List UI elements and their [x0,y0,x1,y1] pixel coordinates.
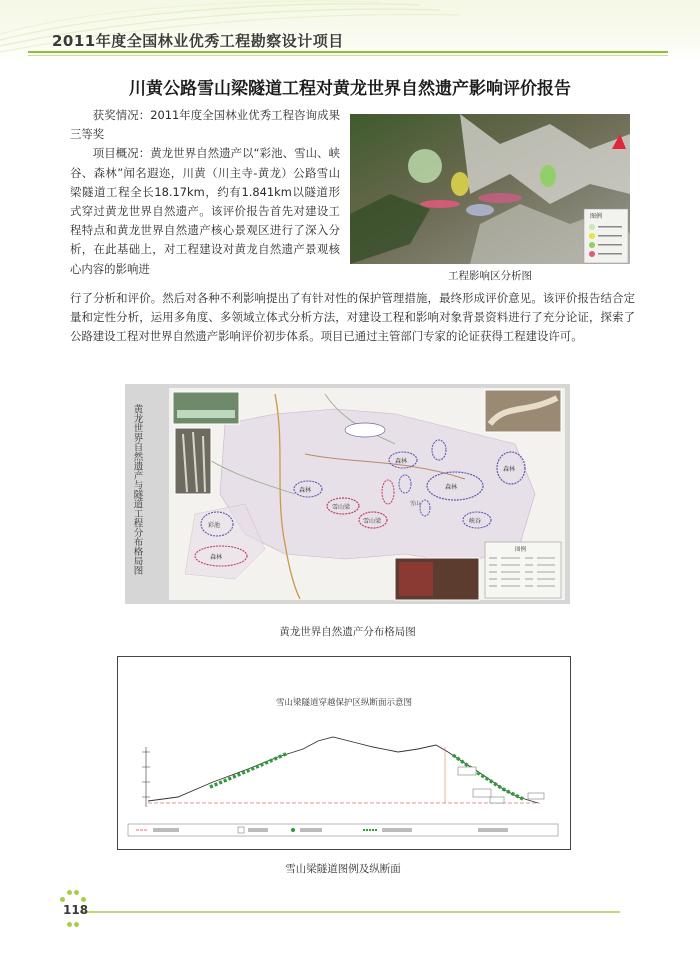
map-label: 森林 [445,484,458,491]
distribution-map-image [125,384,570,604]
impact-map-legend-title: 图例 [590,213,603,220]
intro-column [70,106,340,279]
page-number: 118 [63,903,89,917]
tunnel-profile-caption: 雪山梁隧道图例及纵断面 [285,863,401,875]
map-label: 雪山梁 [332,504,351,511]
footer-rule [80,911,620,913]
map-label: 雪山 [410,501,421,507]
map-label: 森林 [299,487,312,494]
header-rule-thin [28,55,668,56]
overview-continued-paragraph: 行了分析和评价。然后对各种不利影响提出了有针对性的保护管理措施，最终形成评价意见。该评价报告结合定量和定性分析，运用多角度、多领域立体式分析方法，对建设工程和影响对象背景资料进行了充分论证，探索了公路建设工程对世界自然遗产影响评价初步体系。项目已通过主管部门专家的论证获得工程建设许可。 [70,291,635,344]
tunnel-profile-figure [117,656,571,850]
tunnel-profile-title: 雪山梁隧道穿越保护区纵断面示意图 [275,698,413,708]
header-title: 2011年度全国林业优秀工程勘察设计项目 [52,32,344,50]
map-label: 森林 [210,554,223,561]
impact-zone-circle [408,149,442,183]
distribution-map-side-title: 黄龙世界自然遗产与隧道工程分布格局图 [131,404,143,575]
photo-thumbnail [173,392,239,424]
impact-zone-map [350,114,630,264]
award-paragraph: 获奖情况：2011年度全国林业优秀工程咨询成果三等奖 [70,108,340,142]
impact-zone-map-caption: 工程影响区分析图 [448,270,532,282]
map-label: 峡谷 [469,518,482,525]
map-label: 彩池 [208,522,221,529]
distribution-pattern-map [125,384,570,604]
report-title: 川黄公路雪山梁隧道工程对黄龙世界自然遗产影响评价报告 [129,79,571,99]
tunnel-profile-diagram [118,657,570,849]
header-rule [28,51,668,53]
distribution-map-caption: 黄龙世界自然遗产分布格局图 [279,626,416,638]
map-label: 森林 [503,466,516,473]
map-label: 森林 [395,458,408,465]
impact-zone-map-image [350,114,630,264]
overview-paragraph: 项目概况：黄龙世界自然遗产以“彩池、雪山、峡谷、森林”闻名遐迩，川黄（川主寺-黄龙）公路雪山梁隧道工程全长18.17km，约有1.841km以隧道形式穿过黄龙世界自然遗产。该评价报告首先对建设工程特点和黄龙世界自然遗产核心景观区进行了深入分析，在此基础上，对工程建设对黄龙自然遗产景观核心内容的影响进 [70,146,340,276]
map-label: 雪山梁 [363,518,382,525]
distribution-map-legend-title: 图例 [515,547,527,553]
